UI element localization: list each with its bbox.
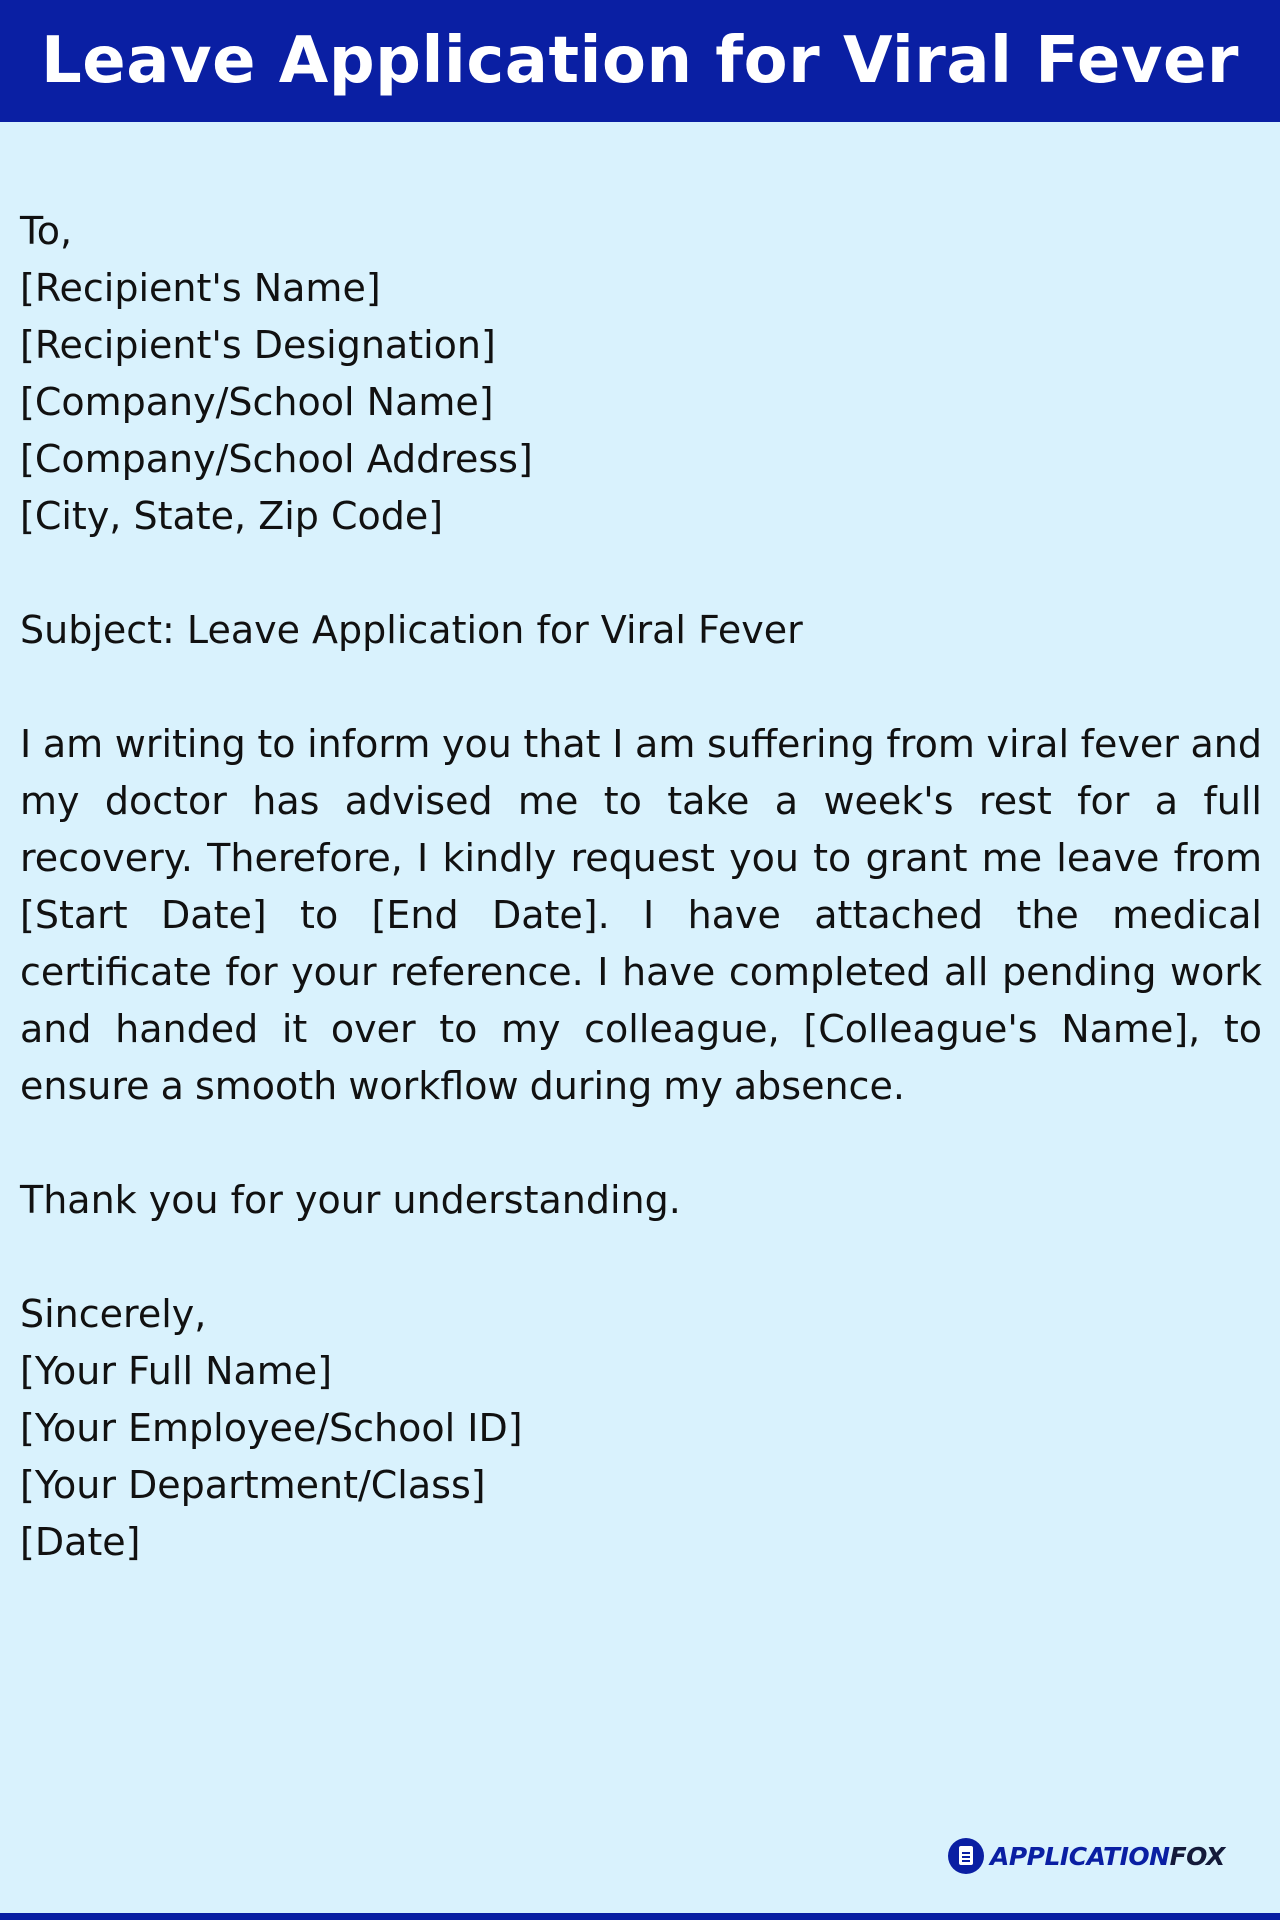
signature-line: [Your Department/Class] [20,1463,486,1507]
recipient-line: To, [20,209,73,253]
recipient-line: [Company/School Name] [20,380,494,424]
recipient-line: [Recipient's Name] [20,266,381,310]
spacer [20,545,1262,602]
page-header [0,0,1280,122]
letter-body: I am writing to inform you that I am suffering from viral fever and my doctor has advised me to take a week's rest for a full recovery. Therefore, I kindly request you to grant me leave from [Start Date] to [End Date]. I have attached the medical certificate for your reference. I have completed all pending work and handed it over to my colleague, [Colleague's Name], to ensure a smooth workflow during my absence. [20,722,1262,1108]
letter-content [20,203,1262,1571]
signature-line: Sincerely, [20,1292,207,1336]
letter-subject: Subject: Leave Application for Viral Fever [20,608,803,652]
signature-block [20,1286,1262,1571]
recipient-line: [Company/School Address] [20,437,533,481]
signature-line: [Date] [20,1520,141,1564]
recipient-block [20,203,1262,545]
signature-line: [Your Full Name] [20,1349,333,1393]
letter-thanks: Thank you for your understanding. [20,1178,681,1222]
brand-logo-part2: FOX [1169,1841,1225,1871]
document-icon [948,1838,984,1874]
signature-line: [Your Employee/School ID] [20,1406,523,1450]
page-title: Leave Application for Viral Fever [41,24,1239,98]
recipient-line: [City, State, Zip Code] [20,494,444,538]
brand-logo-text [990,1842,1225,1871]
spacer [20,1115,1262,1172]
brand-logo [948,1836,1225,1876]
spacer [20,1229,1262,1286]
spacer [20,659,1262,716]
bottom-bar [0,1913,1280,1920]
recipient-line: [Recipient's Designation] [20,323,496,367]
brand-logo-part1: APPLICATION [990,1841,1170,1871]
